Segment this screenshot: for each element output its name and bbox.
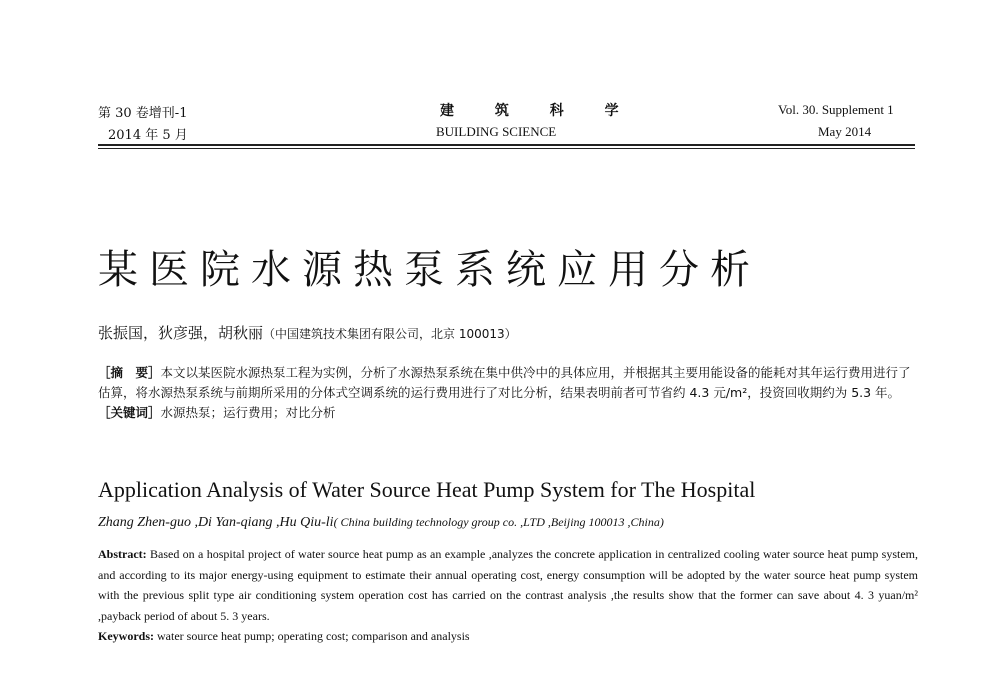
- authors-cn: [98, 322, 517, 343]
- journal-name-en: BUILDING SCIENCE: [436, 124, 557, 139]
- journal-name-cn: 建 筑 科 学: [440, 103, 637, 119]
- paper-title-en: Application Analysis of Water Source Heat Pump System for The Hospital: [98, 477, 756, 502]
- keywords-label-en: Keywords:: [98, 629, 154, 643]
- keywords-cn: 水源热泵；运行费用；对比分析: [160, 405, 336, 420]
- keywords-en: water source heat pump; operating cost; comparison and analysis: [157, 629, 470, 643]
- author-names-en: Zhang Zhen-guo ,Di Yan-qiang ,Hu Qiu-li: [98, 515, 334, 530]
- abstract-label-cn: ［摘 要］: [98, 365, 161, 380]
- paper-title-cn: 某医院水源热泵系统应用分析: [98, 247, 761, 293]
- header-date-en: May 2014: [818, 124, 872, 139]
- header-date-cn: 2014 年 5 月: [108, 128, 188, 143]
- affiliation-en: ( China building technology group co. ,LTD ,Beijing 100013 ,China): [333, 515, 664, 529]
- abstract-text-cn: 本文以某医院水源热泵工程为实例，分析了水源热泵系统在集中供冷中的具体应用，并根据其主要用能设备的能耗对其年运行费用进行了估算，将水源热泵系统与前期所采用的分体式空调系统的运行费用进行了对比分析，结果表明前者可节省约 4.3 元/m²，投资回收期约为 5.3 年。: [98, 365, 911, 400]
- header-volume-en: Vol. 30. Supplement 1: [778, 102, 894, 117]
- keywords-label-cn: ［关键词］: [98, 405, 161, 420]
- header-volume-cn: 第 30 卷增刊-1: [98, 106, 188, 121]
- author-names-cn: 张振国，狄彦强，胡秋丽: [98, 324, 264, 342]
- header-rule-thin: [98, 148, 915, 149]
- abstract-cn: [98, 363, 918, 423]
- abstract-en: [98, 544, 918, 647]
- abstract-label-en: Abstract:: [98, 547, 147, 561]
- header-rule-thick: [98, 144, 915, 146]
- authors-en: [98, 515, 664, 531]
- affiliation-cn: （中国建筑技术集团有限公司，北京 100013）: [263, 327, 517, 341]
- abstract-text-en: Based on a hospital project of water source heat pump as an example ,analyzes the concrete application in centralized cooling water source heat pump system, and according to its major energy-using equipment to estimate their annual operating cost, energy consumption will be adopted by the water source heat pump system with the previous split type air conditioning system operation cost has carried on the contrast analysis ,the results show that the former can save about 4. 3 yuan/m² ,payback period of about 5. 3 years.: [98, 547, 919, 623]
